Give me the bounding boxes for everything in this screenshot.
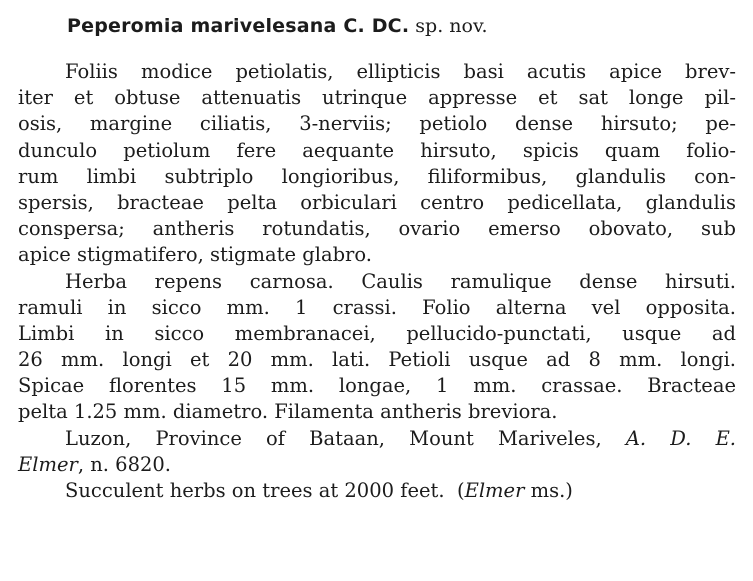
- habit-description-line: Herba repens carnosa. Caulis ramulique dense hirsuti.: [65, 269, 736, 293]
- habit-description-line: Spicae florentes 15 mm. longae, 1 mm. crassae. Bracteae: [18, 374, 736, 398]
- locality-line-continued: [18, 452, 736, 478]
- latin-description-line: spersis, bracteae pelta orbiculari centro pedicellata, glandulis: [18, 190, 736, 214]
- habit-description-line: ramuli in sicco mm. 1 crassi. Folio alterna vel opposita.: [18, 295, 736, 319]
- latin-description-line: dunculo petiolum fere aequante hirsuto, spicis quam folio-: [18, 138, 736, 162]
- habit-description-line: Limbi in sicco membranacei, pellucido-punctati, usque ad: [18, 321, 736, 345]
- habitat-note-line: [18, 478, 736, 504]
- species-status: sp. nov.: [415, 15, 488, 37]
- species-name: Peperomia marivelesana C. DC.: [67, 15, 410, 37]
- source-suffix: ms.): [530, 479, 573, 502]
- habit-description-line: pelta 1.25 mm. diametro. Filamenta antheris breviora.: [18, 400, 558, 424]
- habit-description-line: 26 mm. longi et 20 mm. lati. Petioli usque ad 8 mm. longi.: [18, 348, 736, 372]
- species-heading: [67, 12, 487, 40]
- source-open-paren: (: [456, 479, 465, 502]
- description-block: [18, 59, 736, 504]
- habitat-note: Succulent herbs on trees at 2000 feet.: [65, 479, 445, 502]
- latin-description-line: conspersa; antheris rotundatis, ovario emerso obovato, sub: [18, 217, 736, 241]
- locality-line: [18, 426, 736, 452]
- collector-initials: A. D. E.: [625, 426, 737, 450]
- collector-surname: Elmer: [18, 452, 78, 476]
- latin-description-line: iter et obtuse attenuatis utrinque appresse et sat longe pil-: [18, 86, 736, 110]
- latin-description-line: rum limbi subtriplo longioribus, filiformibus, glandulis con-: [18, 164, 736, 188]
- latin-description-line: apice stigmatifero, stigmate glabro.: [18, 243, 372, 267]
- locality-text: Luzon, Province of Bataan, Mount Mariveles,: [65, 426, 602, 450]
- source-author: Elmer: [464, 479, 525, 502]
- latin-description-line: Foliis modice petiolatis, ellipticis basi acutis apice brev-: [65, 60, 736, 83]
- collection-number: , n. 6820.: [77, 452, 172, 476]
- latin-description-line: osis, margine ciliatis, 3-nerviis; petiolo dense hirsuto; pe-: [18, 112, 736, 136]
